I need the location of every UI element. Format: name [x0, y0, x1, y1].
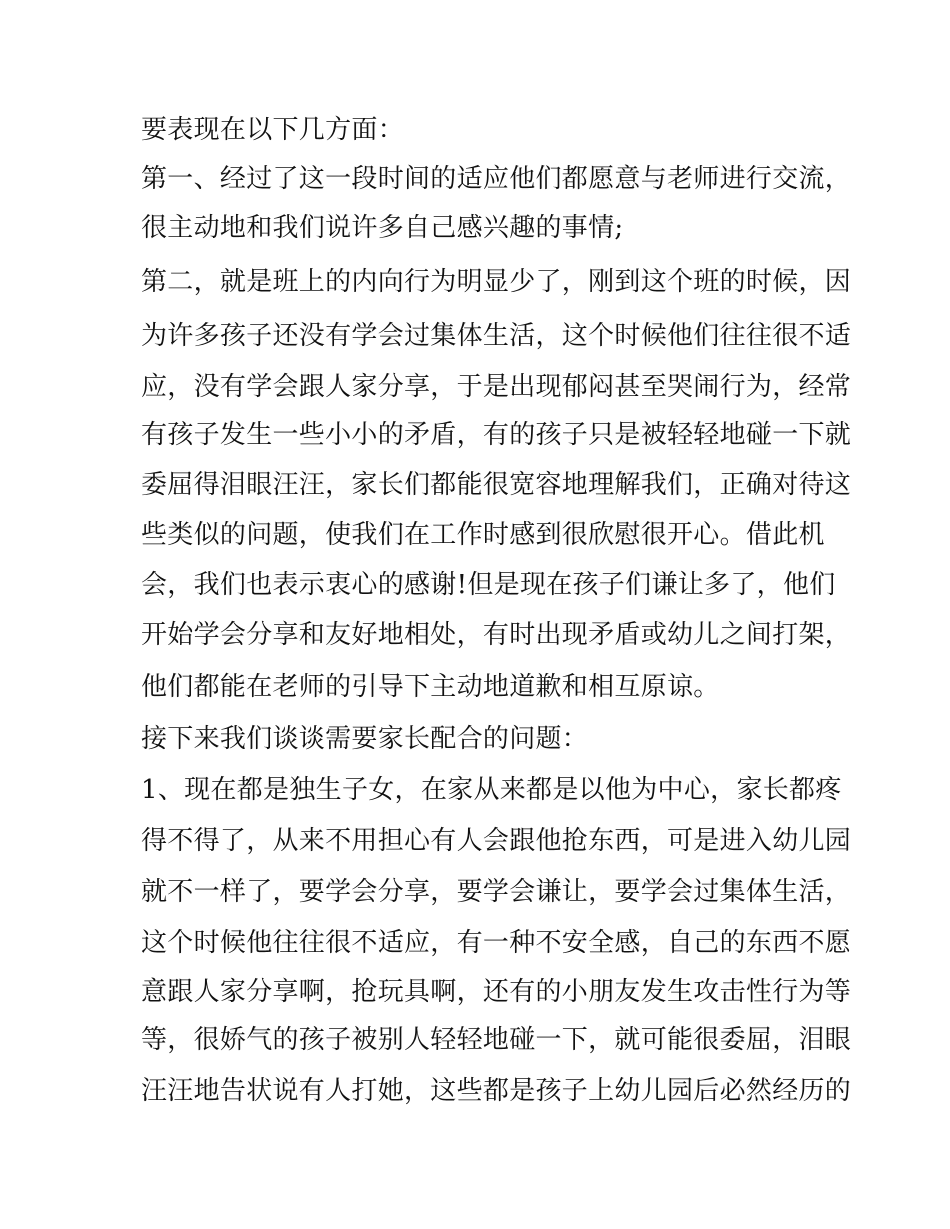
- text-line: 等，很娇气的孩子被别人轻轻地碰一下，就可能很委屈，泪眼: [141, 1025, 852, 1055]
- text-line: 1、现在都是独生子女，在家从来都是以他为中心，家长都疼: [141, 775, 842, 805]
- text-line: 委屈得泪眼汪汪，家长们都能很宽容地理解我们，正确对待这: [141, 470, 852, 500]
- text-line: 这个时候他往往很不适应，有一种不安全感，自己的东西不愿: [141, 928, 852, 958]
- text-line: 汪汪地告状说有人打她，这些都是孩子上幼儿园后必然经历的: [141, 1076, 852, 1106]
- text-line: 得不得了，从来不用担心有人会跟他抢东西，可是进入幼儿园: [141, 826, 852, 856]
- text-line: 些类似的问题，使我们在工作时感到很欣慰很开心。借此机: [141, 520, 825, 550]
- text-line: 很主动地和我们说许多自己感兴趣的事情;: [141, 213, 624, 243]
- text-line: 第二，就是班上的内向行为明显少了，刚到这个班的时候，因: [141, 267, 852, 297]
- text-line: 要表现在以下几方面：: [141, 115, 405, 145]
- text-line: 开始学会分享和友好地相处，有时出现矛盾或幼儿之间打架，: [141, 620, 852, 650]
- text-line: 为许多孩子还没有学会过集体生活，这个时候他们往往很不适: [141, 321, 852, 351]
- text-line: 接下来我们谈谈需要家长配合的问题：: [141, 724, 589, 754]
- text-line: 应，没有学会跟人家分享，于是出现郁闷甚至哭闹行为，经常: [141, 372, 852, 402]
- text-line: 有孩子发生一些小小的矛盾，有的孩子只是被轻轻地碰一下就: [141, 420, 852, 450]
- text-line: 就不一样了，要学会分享，要学会谦让，要学会过集体生活，: [141, 877, 852, 907]
- text-line: 意跟人家分享啊，抢玩具啊，还有的小朋友发生攻击性行为等: [141, 977, 852, 1007]
- text-line: 会，我们也表示衷心的感谢!但是现在孩子们谦让多了，他们: [141, 570, 836, 600]
- text-line: 第一、经过了这一段时间的适应他们都愿意与老师进行交流，: [141, 164, 852, 194]
- text-line: 他们都能在老师的引导下主动地道歉和相互原谅。: [141, 672, 720, 702]
